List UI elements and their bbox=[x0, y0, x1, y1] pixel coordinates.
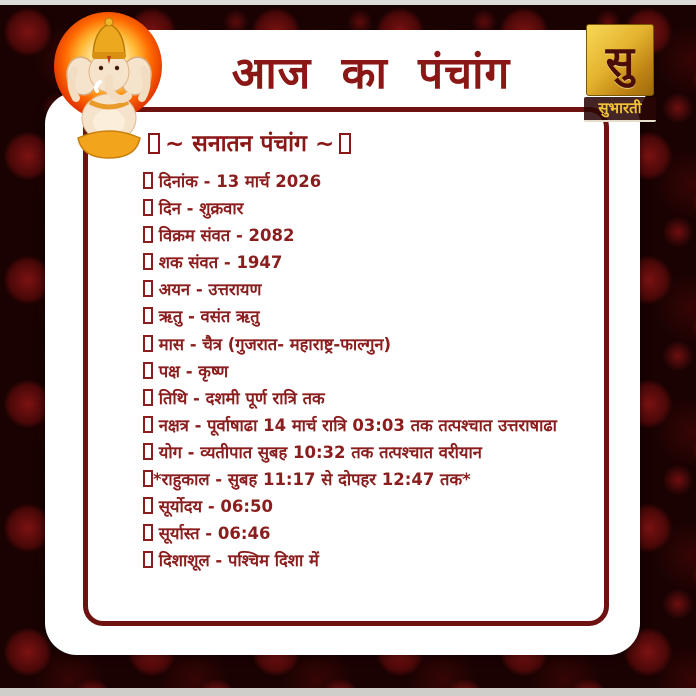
panchang-heading-text: ~ सनातन पंचांग ~ bbox=[165, 131, 335, 157]
logo-monogram-text: सु bbox=[605, 36, 635, 86]
missing-glyph-box bbox=[143, 226, 153, 243]
bottom-edge-strip bbox=[0, 688, 696, 696]
missing-glyph-box bbox=[143, 253, 153, 270]
page-title: आज का पंचांग bbox=[231, 48, 511, 99]
subharti-logo-name: सुभारती bbox=[584, 97, 656, 122]
missing-glyph-box bbox=[143, 307, 153, 324]
panchang-list-item: विक्रम संवत - 2082 bbox=[143, 222, 605, 249]
panchang-list-item: पक्ष - कृष्ण bbox=[143, 358, 605, 385]
panchang-list-item: योग - व्यतीपात सुबह 10:32 तक तत्पश्चात वरीयान bbox=[143, 439, 605, 466]
panchang-list-item: सूर्योदय - 06:50 bbox=[143, 493, 605, 520]
ganesha-icon bbox=[38, 6, 180, 164]
missing-glyph-box bbox=[143, 335, 153, 352]
missing-glyph-box bbox=[143, 362, 153, 379]
missing-glyph-box bbox=[143, 389, 153, 406]
top-edge-strip bbox=[0, 0, 696, 5]
missing-glyph-box bbox=[143, 280, 153, 297]
panchang-list-item: शक संवत - 1947 bbox=[143, 249, 605, 276]
missing-glyph-box bbox=[143, 416, 153, 433]
panchang-list-item: ऋतु - वसंत ऋतु bbox=[143, 303, 605, 330]
panchang-list-item: मास - चैत्र (गुजरात- महाराष्ट्र-फाल्गुन) bbox=[143, 331, 605, 358]
panchang-list-item: अयन - उत्तरायण bbox=[143, 276, 605, 303]
missing-glyph-box bbox=[143, 443, 153, 460]
panchang-content bbox=[143, 126, 605, 574]
missing-glyph-box bbox=[143, 470, 153, 487]
ganesha-illustration bbox=[38, 6, 180, 164]
panchang-list-item: सूर्यास्त - 06:46 bbox=[143, 520, 605, 547]
panchang-list-item: तिथि - दशमी पूर्ण रात्रि तक bbox=[143, 385, 605, 412]
panchang-heading bbox=[143, 126, 605, 158]
missing-glyph-box bbox=[143, 199, 153, 216]
panchang-list bbox=[143, 168, 605, 574]
missing-glyph-box bbox=[143, 497, 153, 514]
missing-glyph-box bbox=[143, 524, 153, 541]
panchang-list-item: दिनांक - 13 मार्च 2026 bbox=[143, 168, 605, 195]
panchang-list-item: दिन - शुक्रवार bbox=[143, 195, 605, 222]
missing-glyph-box bbox=[143, 551, 153, 568]
subharti-logo bbox=[584, 24, 656, 122]
panchang-list-item: नक्षत्र - पूर्वाषाढा 14 मार्च रात्रि 03:03 तक तत्पश्चात उत्तराषाढा bbox=[143, 412, 605, 439]
missing-glyph-box bbox=[339, 133, 351, 154]
panchang-list-item: *राहुकाल - सुबह 11:17 से दोपहर 12:47 तक* bbox=[143, 466, 605, 493]
missing-glyph-box bbox=[143, 172, 153, 189]
subharti-logo-monogram bbox=[586, 24, 654, 96]
panchang-list-item: दिशाशूल - पश्चिम दिशा में bbox=[143, 547, 605, 574]
